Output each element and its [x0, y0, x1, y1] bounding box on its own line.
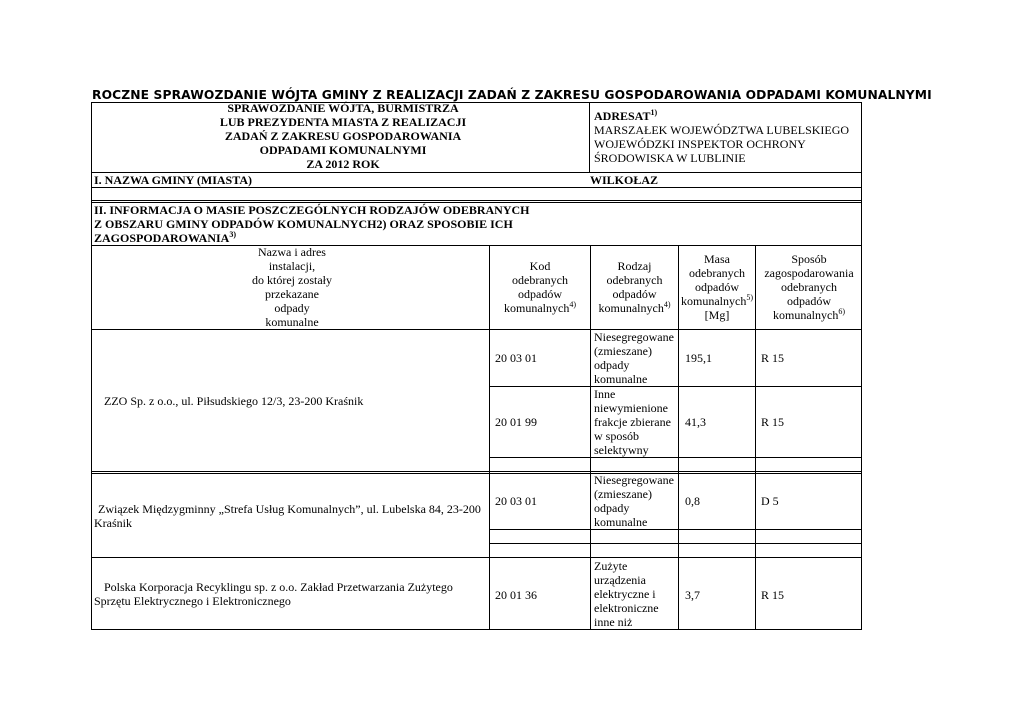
cell-masa: 195,1	[685, 351, 712, 365]
col-header-masa: Masa odebranych odpadów komunalnych$^{5)}$ [Mg]	[681, 252, 753, 322]
rule-column-header-bottom	[91, 329, 862, 330]
col-header-kod: Kod odebranych odpadów komunalnych$^{4)}$	[504, 259, 576, 315]
section1-value: WILKOŁAZ	[590, 173, 659, 187]
rule-entry2-top	[91, 473, 862, 474]
cell-masa: 41,3	[685, 415, 706, 429]
rule-header-divider	[589, 102, 590, 172]
cell-kod: 20 01 99	[495, 415, 537, 429]
entry-installation: Związek Międzygminny „Strefa Usług Komunalnych”, ul. Lubelska 84, 23-200 Kraśnik	[94, 502, 481, 530]
cell-kod: 20 03 01	[495, 494, 537, 508]
cell-rodzaj: Inne niewymienione frakcje zbierane w sposób selektywny	[594, 387, 671, 457]
cell-masa: 3,7	[685, 588, 700, 602]
rule-blank-row-bottom	[91, 200, 862, 201]
cell-rodzaj: Niesegregowane (zmieszane) odpady komunalne	[594, 473, 674, 529]
cell-rodzaj: Niesegregowane (zmieszane) odpady komunalne	[594, 330, 674, 386]
adresat-block: ADRESAT$^{1)}$ MARSZAŁEK WOJEWÓDZTWA LUBELSKIEGO WOJEWÓDZKI INSPEKTOR OCHRONY ŚRODOWISKA W LUBLINIE	[594, 109, 860, 165]
col-header-rodzaj: Rodzaj odebranych odpadów komunalnych$^{4)}$	[598, 259, 671, 315]
report-header-left: SPRAWOZDANIE WÓJTA, BURMISTRZA LUB PREZYDENTA MIASTA Z REALIZACJI ZADAŃ Z ZAKRESU GOSPODAROWANIA ODPADAMI KOMUNALNYMI ZA 2012 ROK	[219, 101, 467, 171]
rule-section1-bottom	[91, 187, 862, 188]
col-header-installation: Nazwa i adres instalacji, do której zostały przekazane odpady komunalne	[252, 245, 332, 329]
cell-kod: 20 03 01	[495, 351, 537, 365]
cell-rodzaj: Zużyte urządzenia elektryczne i elektroniczne inne niż	[594, 559, 659, 629]
entry-installation: Polska Korporacja Recyklingu sp. z o.o. Zakład Przetwarzania Zużytego Sprzętu Elektrycznego i Elektronicznego	[94, 580, 453, 608]
cell-masa: 0,8	[685, 494, 700, 508]
rule-entry2-blank-bottom	[489, 543, 862, 544]
cell-sposob: R 15	[761, 415, 785, 429]
rule-entry2-row-bottom	[489, 529, 862, 530]
cell-kod: 20 01 36	[495, 588, 537, 602]
section1-label: I. NAZWA GMINY (MIASTA)	[94, 173, 253, 187]
rule-row2-bottom	[489, 457, 862, 458]
section2-heading: II. INFORMACJA O MASIE POSZCZEGÓLNYCH RODZAJÓW ODEBRANYCH Z OBSZARU GMINY ODPADÓW KOMUNALNYCH2) ORAZ SPOSOBIE ICH ZAGOSPODAROWANIA$^{3)}$	[94, 203, 530, 245]
report-title: ROCZNE SPRAWOZDANIE WÓJTA GMINY Z REALIZACJI ZADAŃ Z ZAKRESU GOSPODAROWANIA ODPADAMI KOMUNALNYMI	[92, 88, 932, 102]
cell-sposob: D 5	[761, 494, 779, 508]
col-header-sposob: Sposób zagospodarowania odebranych odpadów komunalnych$^{6)}$	[764, 252, 854, 322]
cell-sposob: R 15	[761, 588, 785, 602]
cell-sposob: R 15	[761, 351, 785, 365]
entry-installation: ZZO Sp. z o.o., ul. Piłsudskiego 12/3, 23-200 Kraśnik	[104, 394, 364, 408]
rule-entry3-top	[91, 557, 862, 558]
rule-entry1-bottom	[91, 471, 862, 472]
adresat-label: ADRESAT$^{1)}$	[594, 108, 658, 123]
